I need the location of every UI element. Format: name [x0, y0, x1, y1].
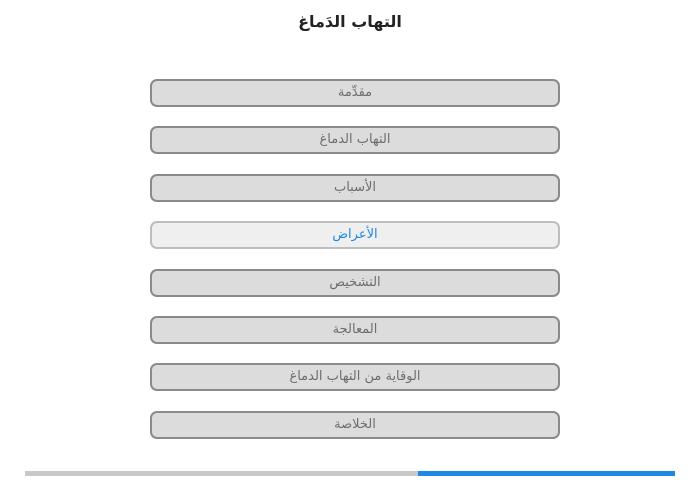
- menu-item-diagnosis[interactable]: التشخيص: [150, 269, 560, 297]
- menu-item-introduction[interactable]: مقدِّمة: [150, 79, 560, 107]
- topic-menu: [150, 79, 560, 458]
- menu-item-causes[interactable]: الأسباب: [150, 174, 560, 202]
- menu-item-prevention[interactable]: الوقاية من التهاب الدماغ: [150, 363, 560, 391]
- page-title: التهاب الدَماغ: [298, 12, 402, 31]
- progress-bar-fill: [418, 471, 675, 476]
- menu-item-treatment[interactable]: المعالجة: [150, 316, 560, 344]
- menu-item-summary[interactable]: الخلاصة: [150, 411, 560, 439]
- progress-bar: [25, 471, 675, 476]
- menu-item-encephalitis[interactable]: التهاب الدماغ: [150, 126, 560, 154]
- menu-item-symptoms[interactable]: الأعراض: [150, 221, 560, 249]
